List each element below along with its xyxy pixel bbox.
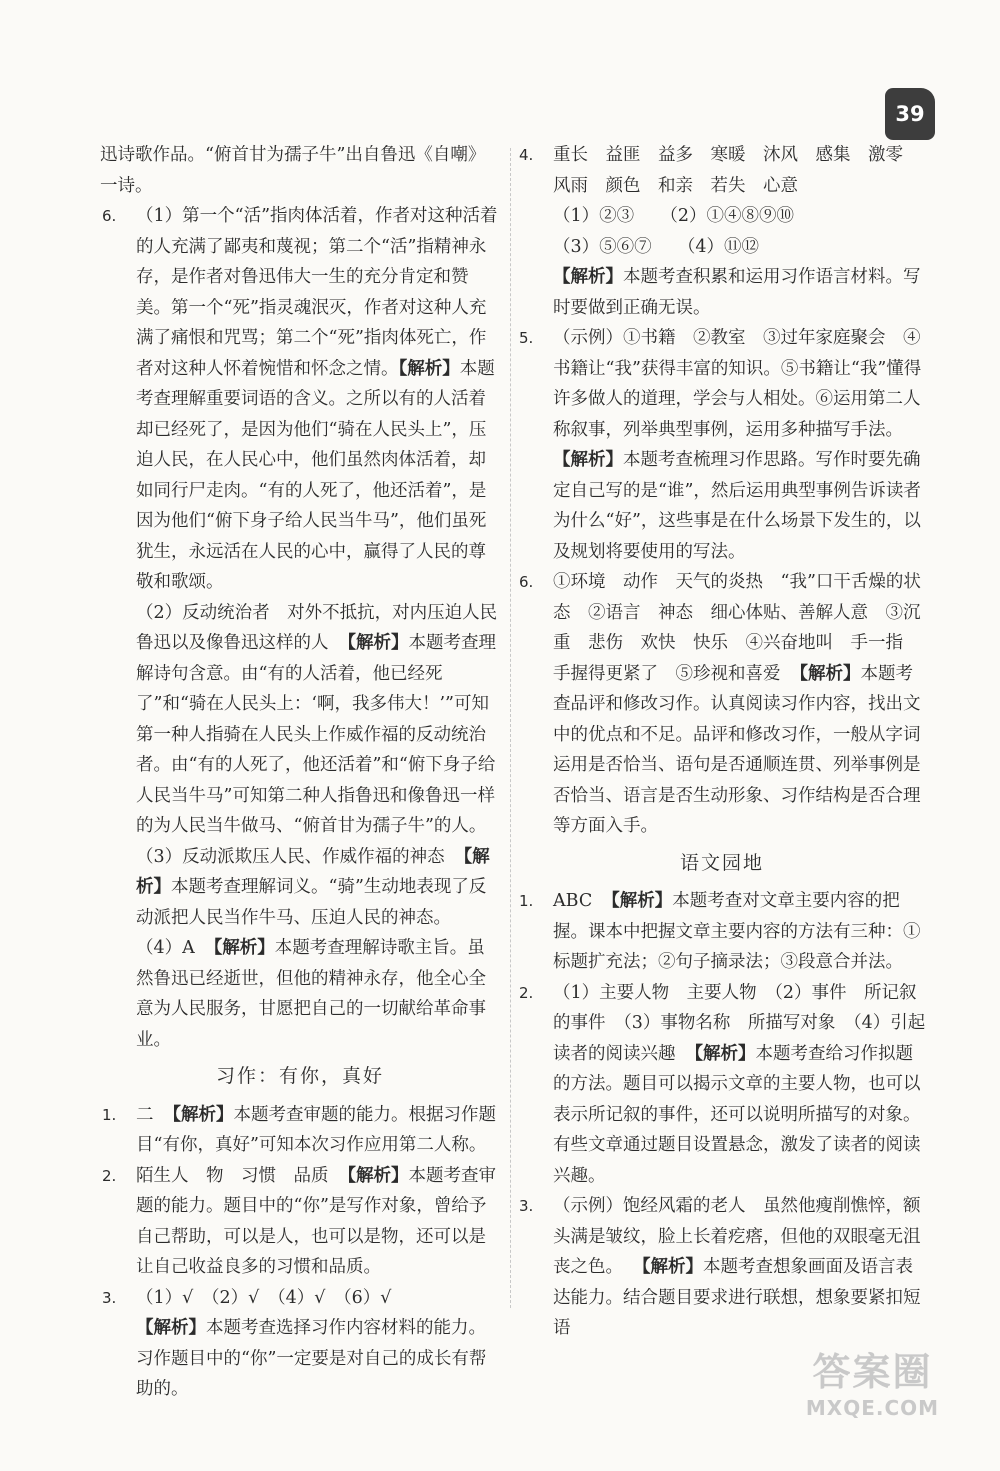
question-number: 1.: [519, 892, 534, 910]
intro-text: 迅诗歌作品。“俯首甘为孺子牛”出自鲁迅《自嘲》一诗。: [100, 145, 486, 196]
answer-part-3: （3）反动派欺压人民、作威作福的神态 【解析】本题考查理解词义。“骑”生动地表现了反动派把人民当作牛马、压迫人民的神态。: [136, 846, 490, 928]
word-list: 重长 益匪 益多 寒暖 沐风 感集 激零 风雨 颜色 和亲 若失 心意: [553, 145, 921, 196]
question-number: 3.: [519, 1197, 534, 1215]
writing-question-1: 1. 二 【解析】本题考查审题的能力。根据习作题目“有你，真好”可知本次习作应用第二人称。: [100, 1100, 500, 1161]
right-column: [517, 140, 927, 1344]
question-number: 4.: [519, 146, 534, 164]
question-number: 2.: [519, 983, 534, 1002]
watermark-logo: 答案圈 MXQE.COM: [805, 1350, 940, 1420]
question-4: 4. 重长 益匪 益多 寒暖 沐风 感集 激零 风雨 颜色 和亲 若失 心意 （1）②③ （2）①④⑧⑨⑩ （3）⑤⑥⑦ （4）⑪⑫ 【解析】本题考查积累和运用习作语言材料。写时要做到正确无误。: [517, 140, 927, 323]
question-number: 6.: [519, 573, 534, 591]
writing-question-2: 2. 陌生人 物 习惯 品质 【解析】本题考查审题的能力。题目中的“你”是写作对象，曾给予自己帮助，可以是人，也可以是物，还可以是让自己收益良多的习惯和品质。: [100, 1161, 500, 1283]
garden-question-3: 3. （示例）饱经风霜的老人 虽然他瘦削憔悴，额头满是皱纹，脸上长着疙瘩，但他的双眼毫无沮丧之色。 【解析】本题考查想象画面及语言表达能力。结合题目要求进行联想，想象要紧扣短语: [517, 1191, 927, 1344]
question-5: 5. （示例）①书籍 ②教室 ③过年家庭聚会 ④书籍让“我”获得丰富的知识。⑤书籍让“我”懂得许多做人的道理，学会与人相处。⑥运用第二人称叙事，列举典型事例，运用多种描写手法。 【解析】本题考查梳理习作思路。写作时要先确定自己写的是“谁”，然后运用典型事例告诉读者为什么“好”，这些事是在什么场景下发生的，以及规划将要使用的写法。: [517, 323, 927, 567]
column-divider: [510, 148, 511, 1308]
answer-part-1: （1）第一个“活”指肉体活着，作者对这种活着的人充满了鄙夷和蔑视；第二个“活”指精神永存，是作者对鲁迅伟大一生的充分肯定和赞美。第一个“死”指灵魂泯灭，作者对这种人充满了痛恨和咒骂；第二个“死”指肉体死亡，作者对这种人怀着惋惜和怀念之情。【解析】本题考查理解重要词语的含义。之所以有的人活着却已经死了，是因为他们“骑在人民头上”，压迫人民，在人民心中，他们虽然肉体活着，却如同行尸走肉。“有的人死了，他还活着”，是因为他们“俯下身子给人民当牛马”，他们虽死犹生，永远活在人民的心中，赢得了人民的尊敬和歌颂。: [136, 206, 498, 592]
question-number: 2.: [102, 1166, 117, 1185]
question-number: 5.: [519, 329, 534, 347]
left-column: [100, 140, 515, 1405]
question-6: [100, 201, 515, 1055]
question-number: 3.: [102, 1288, 117, 1307]
section-title-writing: 习作：有你，真好: [215, 1065, 384, 1087]
section-title-garden: 语文园地: [679, 851, 764, 874]
answer-part-4: （4）A 【解析】本题考查理解诗歌主旨。虽然鲁迅已经逝世，但他的精神永存，他全心全意为人民服务，甘愿把自己的一切献给革命事业。: [136, 938, 486, 1050]
question-number: 1.: [102, 1105, 117, 1124]
answer-part-2: （2）反动统治者 对外不抵抗，对内压迫人民 鲁迅以及像鲁迅这样的人 【解析】本题考查理解诗句含意。由“有的人活着，他已经死了”和“骑在人民头上：‘啊，我多伟大！’”可知第一种人指骑在人民头上作威作福的反动统治者。由“有的人死了，他还活着”和“俯下身子给人民当牛马”可知第二种人指鲁迅和像鲁迅一样的为人民当牛做马、“俯首甘为孺子牛”的人。: [136, 602, 515, 836]
garden-question-1: 1. ABC 【解析】本题考查对文章主要内容的把握。课本中把握文章主要内容的方法有三种：①标题扩充法；②句子摘录法；③段意合并法。: [517, 886, 927, 978]
question-6-right: 6. ①环境 动作 天气的炎热 “我”口干舌燥的状态 ②语言 神态 细心体贴、善解人意 ③沉重 悲伤 欢快 快乐 ④兴奋地叫 手一指 手握得更紧了 ⑤珍视和喜爱 【解析】本题考查品评和修改习作。认真阅读习作内容，找出文中的优点和不足。品评和修改习作，一般从字词运用是否恰当、语句是否通顺连贯、列举事例是否恰当、语言是否生动形象、习作结构是否合理等方面入手。: [517, 567, 927, 842]
garden-question-2: 2. （1）主要人物 主要人物 （2）事件 所记叙的事件 （3）事物名称 所描写对象 （4）引起读者的阅读兴趣 【解析】本题考查给习作拟题的方法。题目可以揭示文章的主要人物，也可以表示所记叙的事件，还可以说明所描写的对象。有些文章通过题目设置悬念，激发了读者的阅读兴趣。: [517, 978, 927, 1192]
question-number: 6.: [102, 207, 117, 225]
page-number-badge: 39: [885, 88, 935, 140]
writing-question-3: 3. （1）√ （2）√ （4）√ （6）√ 【解析】本题考查选择习作内容材料的能力。习作题目中的“你”一定要是对自己的成长有帮助的。: [100, 1283, 500, 1405]
